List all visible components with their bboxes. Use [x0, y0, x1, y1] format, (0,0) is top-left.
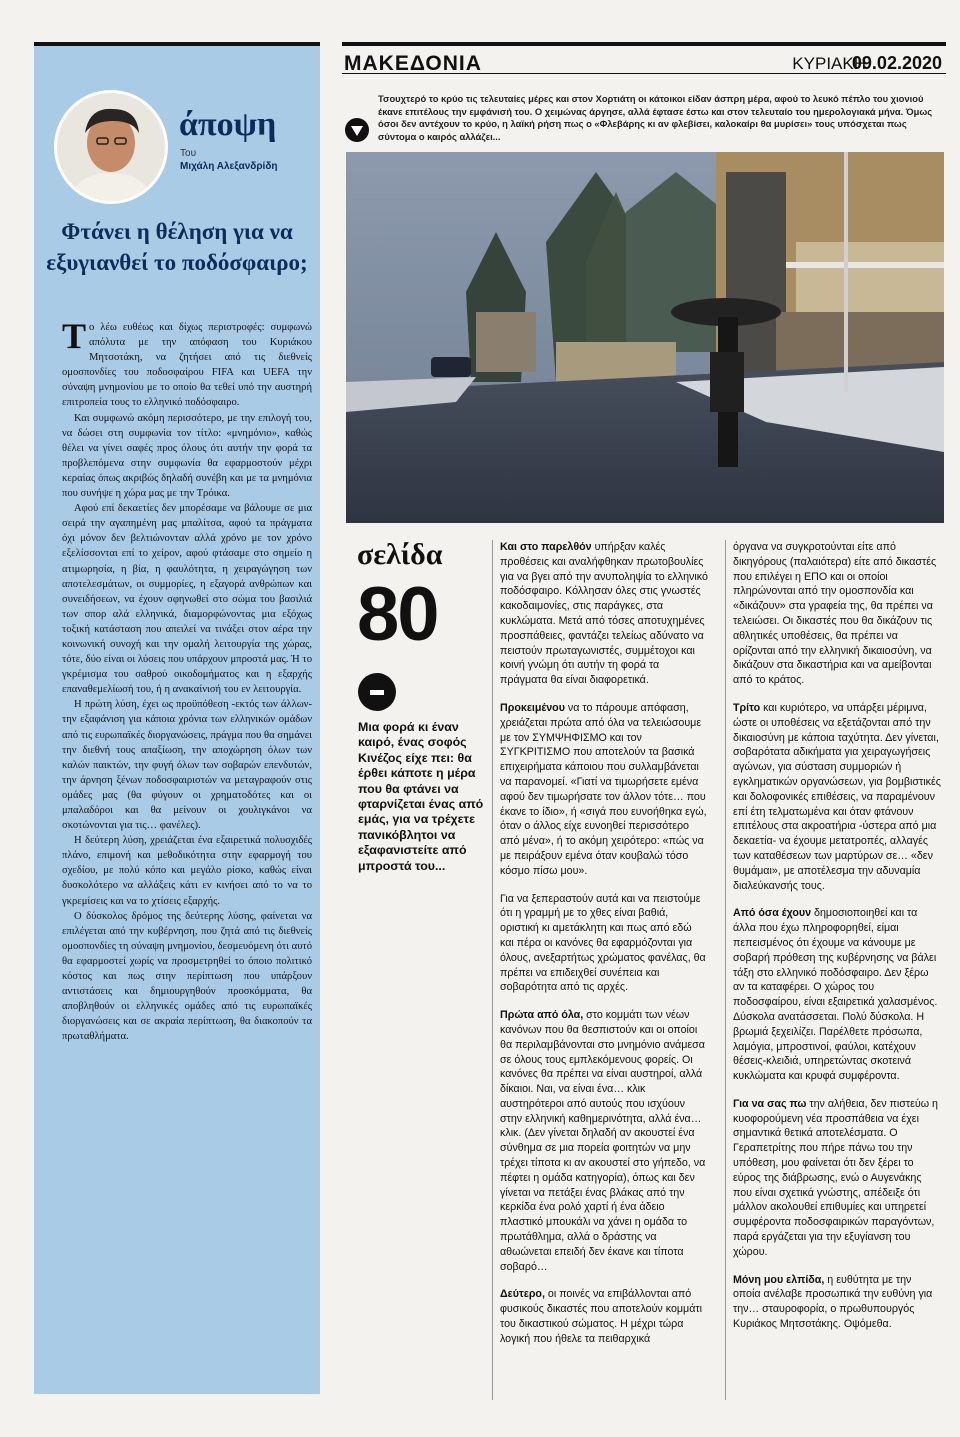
article-paragraph: Για να ξεπεραστούν αυτά και να πειστούμε ότι η γραμμή με το χθες είναι βαθιά, οριστική κι αμετάκλητη και πως από εδώ και πέρα οι κανόνες θα εφαρμόζονται για όλους, ανεξαρτήτως χρώματος φανέλας, θα πρέπει να επιδειχθεί συνέπεια και σοβαρότητα από τις αρχές.: [500, 892, 706, 994]
minus-icon: [358, 673, 396, 711]
opinion-paragraph: Η πρώτη λύση, έχει ως προϋπόθεση -εκτός των άλλων- την εξαφάνιση για κάποια χρόνια των ελληνικών ομάδων από τις ευρωπαϊκές διοργανώσεις, πράγμα που θα σημάνει την διεθνή τους απαξίωση, την αποχώρηση όλων των καλών παικτών, την φυγή όλων των σοβαρών επενδυτών, την άρνηση ξένων ποδοσφαιριστών να μεταγραφούν στις ομάδες μας (θα φύγουν οι χρηματοδότες και οι μπαλαδόροι και θα μείνουν οι χουλιγκάνοι να σκοτώνονται για τις… φανέλες).: [62, 699, 312, 832]
issue-date: 09.02.2020: [851, 53, 942, 73]
page-header: [342, 42, 946, 74]
opinion-paragraph: Η δεύτερη λύση, χρειάζεται ένα εξαιρετικά πολυσχιδές πλάνο, επιμονή και μεθοδικότητα στην εφαρμογή του σχεδίου, με πολύ κόπο και μεγάλο ρίσκο, καθώς είναι δυσκολότερο να αλλάξεις κάτι εν κινήσει από το να το γκρεμίσεις και να το χτίσεις εξαρχής.: [62, 835, 312, 907]
opinion-body: [62, 316, 312, 1045]
drop-cap: Τ: [62, 316, 87, 356]
opinion-paragraph: Και συμφωνώ ακόμη περισσότερο, με την επιλογή του, να δώσει στη συμφωνία τον τίτλο: «μνημόνιο», καθώς θέλει να γίνει σαφές προς όλους ότι αυτήν την φορά τα προβλεπόμενα στην συμφωνία θα εφαρμοστούν μέχρι κεραίας όπως ακριβώς δηλαδή συνέβη και με τα μνημόνια που συνήψε η χώρα μας με την Τρόικα.: [62, 412, 312, 500]
article-paragraph: Για να σας πω την αλήθεια, δεν πιστεύω η κυοφορούμενη νέα προσπάθεια να έχει σημαντικά θετικά αποτελέσματα. Ο Γεραπετρίτης που πήρε πάνω του την υπόθεση, μου φαίνεται ότι δεν ξέρει το εύρος της διάβρωσης, ενώ ο Αυγενάκης που είναι σχετικά γνώστης, απέδειξε ότι μάλλον ακολουθεί επιθυμίες και υπηρετεί συμφέροντα ποδοσφαιρικών παραγόντων, παρά εργάζεται για την εξυγίανση του χώρου.: [733, 1097, 938, 1258]
opinion-paragraph: Ο δύσκολος δρόμος της δεύτερης λύσης, φαίνεται να επιλέγεται από την κυβέρνηση, που ζητά από τις διεθνείς ομοσπονδίες τη σύναψη μνημονίου, δεσμευόμενη ότι αυτό θα εφαρμοστεί χωρίς να προσμετρηθεί το όποιο πολιτικό κόστος και πως στην περίπτωση που υπάρξουν αντιστάσεις και δημιουργηθούν προσκόμματα, θα αποβληθούν οι ελληνικές ομάδες από τις ευρωπαϊκές διοργανώσεις και σε ακραία περίπτωση, θα διακοπούν τα πρωταθλήματα.: [62, 910, 312, 1043]
page-number-label: σελίδα: [357, 538, 443, 571]
article-column-2: [500, 540, 708, 1360]
pullquote: Μια φορά κι έναν καιρό, ένας σοφός Κινέζος είχε πει: θα έρθει κάποτε η μέρα που θα φτάνει να φταρνίζεται ένας από εμάς, για να τρέχετε πανικόβλητοι να εξαφανιστείτε από μπροστά του...: [358, 720, 484, 873]
opinion-paragraph: Αφού επί δεκαετίες δεν μπορέσαμε να βάλουμε σε μια σειρά την αγαπημένη μας μπαλίτσα, αφού τα πράγματα όχι μόνον δεν βελτιώνονταν αλλά χρόνο με τον χρόνο εξελίσσονται επί το χείρον, αφού φτάσαμε στο σημείο η ατιμωρησία, η βία, η φαυλότητα, η χειραγώγηση των αποτελεσμάτων, οι συμμορίες, η εξαγορά ανθρώπων και συνειδήσεων, να έχουν σφηνωθεί στο σώμα του βασιλιά των σπορ αλά ελληνικά, διαμορφώνοντας μια εξόχως τοξική κατάσταση που απειλεί να τινάξει στον αέρα την κοινωνική συνοχή και την ομαλή λειτουργία της χώρας, τότε, δύο είναι οι λύσεις που υπάρχουν μπροστά μας. Ή το γκρέμισμα του σαθρού οικοδομήματος και η εξαρχής επαναθεμελίωσή του, ή η ανακαίνισή του εν λειτουργία.: [62, 503, 312, 696]
section-label: άποψη: [179, 106, 277, 143]
opinion-column: [34, 42, 320, 1394]
snow-scene-icon: [346, 152, 944, 523]
snow-street-photo: [346, 152, 944, 523]
author-name: Μιχάλη Αλεξανδρίδη: [180, 161, 278, 172]
caption-arrow-icon: [345, 118, 369, 142]
author-portrait-icon: [57, 93, 165, 201]
newspaper-name: ΜΑΚΕΔΟΝΙΑ: [344, 52, 482, 75]
article-paragraph: Προκειμένου να το πάρουμε απόφαση, χρειάζεται πρώτα από όλα να τελειώσουμε με τον ΣΥΜΨΗΦΙΣΜΟ και τον ΣΥΓΚΡΙΤΙΣΜΟ που αποτελούν τα βασικά επιχειρήματα κάποιου που συλλαμβάνεται να παρανομεί. «Γιατί να τιμωρήσετε εμένα αφού δεν τιμωρήσατε τον άλλον τότε… που έκανε το ίδιο», ή «σιγά που ευνοήθηκα εγώ, όταν ο άλλος είχε ευνοηθεί περισσότερο από μένα», ή το ακόμη χειρότερο: «πώς να με πειράξουν εμένα όταν κουβαλώ τόσο κόσμο πίσω μου».: [500, 701, 707, 877]
column-divider: [725, 540, 726, 1400]
byline-prefix: Του: [180, 148, 197, 159]
article-paragraph: Δεύτερο, οι ποινές να επιβάλλονται από φυσικούς δικαστές που αποτελούν κομμάτι του δικαστικού σώματος. Η μέχρι τώρα λογική που ήθελε τα πειθαρχικά: [500, 1288, 702, 1345]
article-paragraph: Μόνη μου ελπίδα, η ευθύτητα με την οποία ανέλαβε προσωπικά την ευθύνη για την… σταυροφορία, ο πρωθυπουργός Κυριάκος Μητσοτάκης. Οψόμεθα.: [733, 1273, 933, 1331]
author-photo: [54, 90, 168, 204]
article-paragraph: Και στο παρελθόν υπήρξαν καλές προθέσεις και αναλήφθηκαν πρωτοβουλίες για να βγει από την ανυποληψία το ελληνικό ποδόσφαιρο. Κόλλησαν όλες στις γνωστές κακοδαιμονίες, στις παράγκες, στα κυκλώματα. Μετά από τόσες αποτυχημένες προσπάθειες, φαντάζει τελείως αδύνατο να πειστούν πρωταγωνιστές, συμμέτοχοι και κοινή γνώμη ότι αυτήν τη φορά τα πράγματα θα είναι διαφορετικά.: [500, 541, 708, 687]
article-column-3: [733, 540, 941, 1345]
issue-day: ΚΥΡΙΑΚΗ: [792, 54, 866, 73]
article-paragraph: Τρίτο και κυριότερο, να υπάρξει μέριμνα, ώστε οι υποθέσεις να εξετάζονται από την δικαιοσύνη με κάποια ταχύτητα. Δεν γίνεται, σοβαρότατα αδικήματα για χειραγωγήσεις αγώνων, για σύσταση συμμοριών ή εγκληματικών οργανώσεων, για βομβιστικές και δολοφονικές επιθέσεις, να παραμένουν επί έτη τελματωμένα και όταν φτάνουν επιτέλους στα ακροατήρια -ύστερα από μια δεκαετία- να έχουμε μετατροπές, αλλαγές των καταθέσεων των μαρτύρων σε… «δεν θυμάμαι», με αποτέλεσμα την αδυναμία διαλεύκανσής τους.: [733, 701, 941, 892]
article-paragraph: Από όσα έχουν δημοσιοποιηθεί και τα άλλα που έχω πληροφορηθεί, είμαι πεπεισμένος ότι έχουμε να κάνουμε με σοβαρή πρόθεση της κυβέρνησης να βάλει τάξη στο ελληνικό ποδόσφαιρο. Δεν ξέρω αν τα καταφέρει. Ο χώρος του ποδοσφαίρου, είναι εξαιρετικά χαλασμένος. Δύσκολα ανατάσσεται. Πολύ δύσκολα. Η βρωμιά ξεχειλίζει. Παρέλθετε πρόσωπα, λαμόγια, μπροστινοί, φαύλοι, κατέχουν θέσεις-κλειδιά, υπηρετώντας σκοτεινά κυκλώματα και κρυφά συμφέροντα.: [733, 907, 938, 1083]
column-divider: [492, 540, 493, 1400]
article-paragraph: Πρώτα από όλα, στο κομμάτι των νέων κανόνων που θα θεσπιστούν και οι οποίοι θα περιλαμβάνονται στο μνημόνιο ανάμεσα σε όλους τους εμπλεκόμενους φορείς. Οι κανόνες θα πρέπει να είναι αυστηροί, αλλά δίκαιοι. Ναι, να είναι ένα… κλικ αυστηρότεροι από αυτούς που ισχύουν στην ελληνική καθημερινότητα, αλλά ένα… κλικ. (Δεν γίνεται δηλαδή αν ακουστεί ένα σύνθημα σε μια πορεία φοιτητών να μην τρέχει τίποτα κι αν ακουστεί στο γήπεδο, να πέφτει η ομάδα κατηγορία), όπως και δεν γίνεται να πετάξει ένας βλάκας από την κερκίδα ένα ρολό χαρτί ή ένα άδειο πλαστικό μπουκάλι να χάνει η ομάδα το πρωτάθλημα, αλλά ο δράστης να αθωώνεται επειδή δεν έκανε και τίποτα σοβαρό…: [500, 1009, 706, 1273]
article-paragraph: όργανα να συγκροτούνται είτε από δικηγόρους (παλαιότερα) είτε από δικαστές που επιλέγει η ΕΠΟ και οι οποίοι πληρώνονται από την ομοσπονδία και «δικάζουν» στα γραφεία της, θα πρέπει να τελειώσει. Οι δικαστές που θα δικάζουν τις αθλητικές υποθέσεις, θα πρέπει να ορίζονται από την ελληνική δικαιοσύνη, να δικάζουν στα δικαστήρια και να αμείβονται από το κράτος.: [733, 541, 937, 687]
page-number: 80: [357, 572, 438, 657]
opinion-headline: Φτάνει η θέληση για να εξυγιανθεί το ποδόσφαιρο;: [46, 219, 308, 275]
opinion-paragraph: Το λέω ευθέως και δίχως περιστροφές: συμφωνώ απόλυτα με την απόφαση του Κυριάκου Μητσοτάκη, να ζητήσει από τις διεθνείς ομοσπονδίες του ποδοσφαίρου FIFA και UEFA την σύναψη μνημονίου με το οποίο θα τεθεί υπό την αυστηρή επιτροπεία τους το ελληνικό ποδόσφαιρο.: [62, 316, 312, 409]
photo-caption: Τσουχτερό το κρύο τις τελευταίες μέρες και στον Χορτιάτη οι κάτοικοι είδαν άσπρη μέρα, αφού το λευκό πέπλο του χιονιού έκανε επιτέλους την εμφάνισή του. Ο χειμώνας άργησε, αλλά έφτασε έστω και στον τελευταίο του ημερολογιακά μήνα. Όμως όσοι δεν αντέχουν το κρύο, η λαϊκή ρήση πως ο «Φλεβάρης κι αν φλεβίσει, καλοκαίρι θα μυρίσει» τους υπόσχεται πως σύντομα ο καιρός αλλάζει...: [378, 93, 933, 142]
